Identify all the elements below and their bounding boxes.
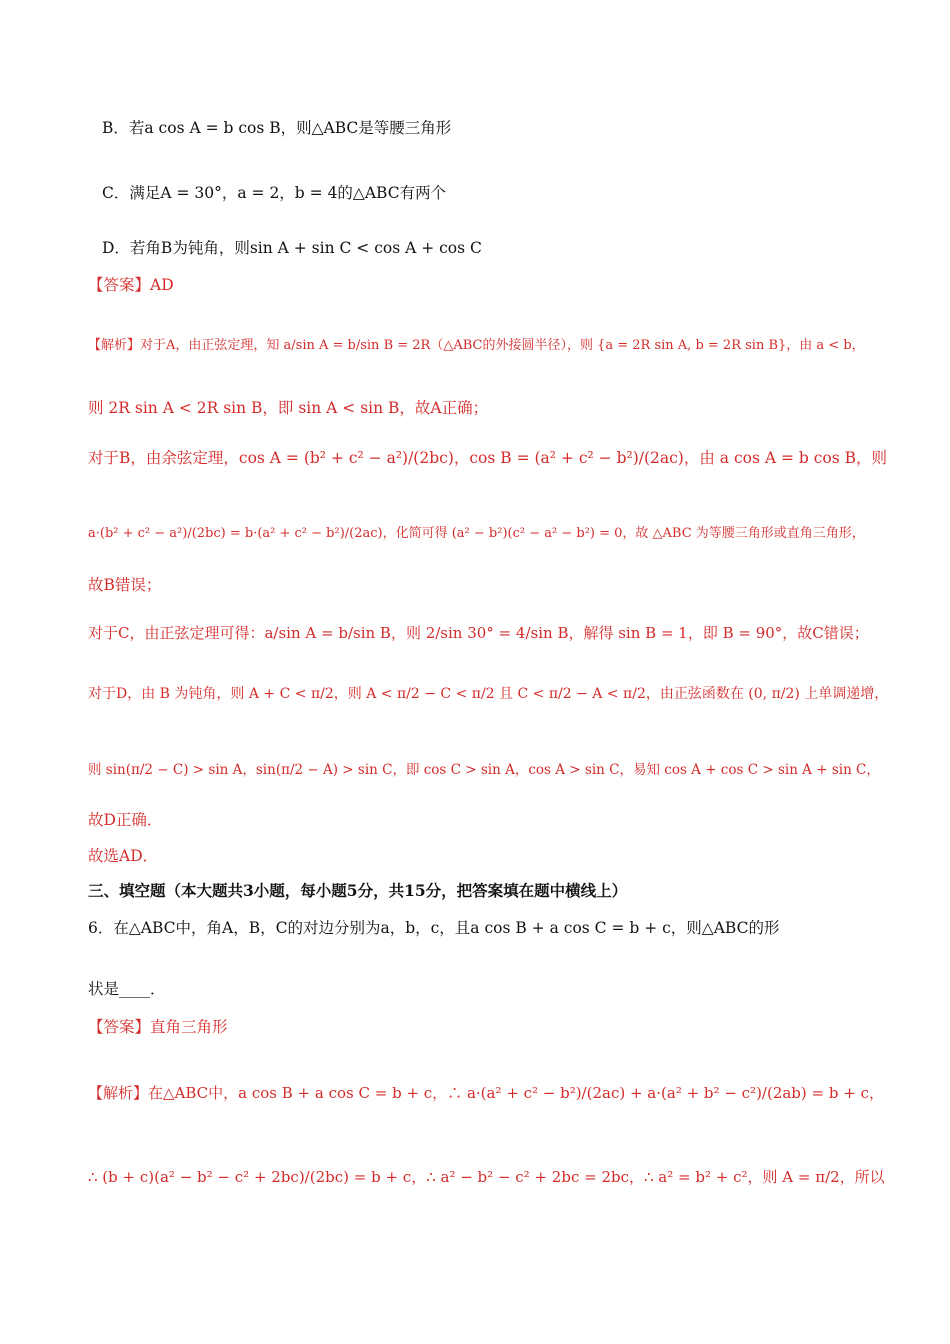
q5-analysis-line-6: 对于C，由正弦定理可得：a/sin A = b/sin B，则 2/sin 30° = 4/sin B，解得 sin B = 1，即 B = 90°，故C错误； (88, 624, 869, 642)
option-b: B．若a cos A = b cos B，则△ABC是等腰三角形 (102, 119, 452, 137)
q6-analysis-line-2: ∴ (b + c)(a² − b² − c² + 2bc)/(2bc) = b + c，∴ a² − b² − c² + 2bc = 2bc，∴ a² = b² + c²，则 A = π/2，所以 (88, 1168, 885, 1186)
q5-answer: 【答案】AD (88, 276, 174, 294)
q5-analysis-line-5: 故B错误； (88, 576, 162, 594)
q5-analysis-line-1: 【解析】对于A，由正弦定理，知 a/sin A = b/sin B = 2R（△ABC的外接圆半径），则 {a = 2R sin A, b = 2R sin B}，由 a < b， (88, 338, 865, 353)
q5-conclusion: 故选AD． (88, 847, 159, 865)
q5-analysis-line-8: 则 sin(π/2 − C) > sin A，sin(π/2 − A) > sin C，即 cos C > sin A，cos A > sin C，易知 cos A + cos C > sin A + sin C， (88, 762, 880, 778)
q5-analysis-line-2: 则 2R sin A < 2R sin B，即 sin A < sin B，故A正确； (88, 399, 489, 417)
q6-answer: 【答案】直角三角形 (88, 1018, 228, 1036)
q6-question-line-1: 6．在△ABC中，角A，B，C的对边分别为a，b，c，且a cos B + a cos C = b + c，则△ABC的形 (88, 919, 780, 937)
option-d: D．若角B为钝角，则sin A + sin C < cos A + cos C (102, 239, 482, 257)
q5-analysis-line-9: 故D正确． (88, 811, 163, 829)
q5-analysis-line-7: 对于D，由 B 为钝角，则 A + C < π/2，则 A < π/2 − C < π/2 且 C < π/2 − A < π/2，由正弦函数在 (0, π/2) 上单调递增， (88, 686, 889, 702)
q5-analysis-line-4: a·(b² + c² − a²)/(2bc) = b·(a² + c² − b²)/(2ac)，化简可得 (a² − b²)(c² − a² − b²) = 0，故 △ABC 为等腰三角形或直角三角形， (88, 526, 865, 541)
section-3-heading: 三、填空题（本大题共3小题，每小题5分，共15分，把答案填在题中横线上） (88, 881, 628, 900)
q5-analysis-line-3: 对于B，由余弦定理，cos A = (b² + c² − a²)/(2bc)，cos B = (a² + c² − b²)/(2ac)，由 a cos A = b cos B，则 (88, 449, 888, 467)
q6-analysis-line-1: 【解析】在△ABC中，a cos B + a cos C = b + c，∴ a·(a² + c² − b²)/(2ac) + a·(a² + b² − c²)/(2ab) = b + c， (88, 1084, 884, 1102)
option-c: C．满足A = 30°，a = 2，b = 4的△ABC有两个 (102, 184, 447, 202)
q6-question-line-2: 状是____． (88, 980, 166, 998)
